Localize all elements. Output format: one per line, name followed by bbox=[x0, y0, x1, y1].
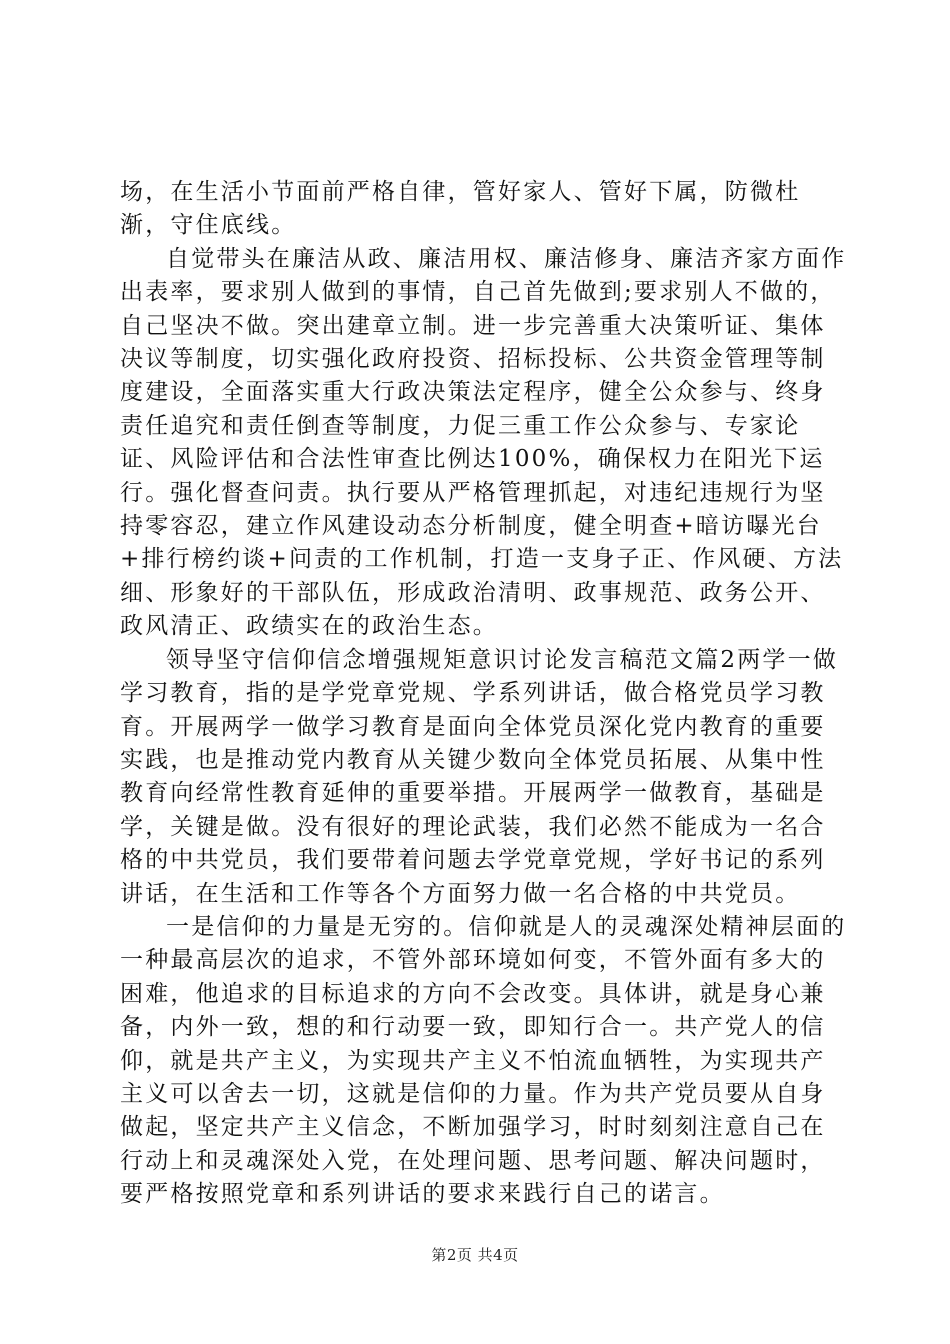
document-body bbox=[120, 176, 848, 1212]
paragraph-continuation: 场，在生活小节面前严格自律，管好家人、管好下属，防微杜渐，守住底线。 bbox=[120, 179, 801, 239]
paragraph: 领导坚守信仰信念增强规矩意识讨论发言稿范文篇2两学一做学习教育，指的是学党章党规、学系列讲话，做合格党员学习教育。开展两学一做学习教育是面向全体党员深化党内教育的重要实践，也是推动党内教育从关键少数向全体党员拓展、从集中性教育向经常性教育延伸的重要举措。开展两学一做教育，基础是学，关键是做。没有很好的理论武装，我们必然不能成为一名合格的中共党员，我们要带着问题去学党章党规，学好书记的系列讲话，在生活和工作等各个方面努力做一名合格的中共党员。 bbox=[120, 646, 839, 907]
page-number-footer: 第2页 共4页 bbox=[431, 1246, 519, 1264]
paragraph: 自觉带头在廉洁从政、廉洁用权、廉洁修身、廉洁齐家方面作出表率，要求别人做到的事情，自己首先做到;要求别人不做的，自己坚决不做。突出建章立制。进一步完善重大决策听证、集体决议等制度，切实强化政府投资、招标投标、公共资金管理等制度建设，全面落实重大行政决策法定程序，健全公众参与、终身责任追究和责任倒查等制度，力促三重工作公众参与、专家论证、风险评估和合法性审查比例达100%，确保权力在阳光下运行。强化督查问责。执行要从严格管理抓起，对违纪违规行为坚持零容忍，建立作风建设动态分析制度，健全明查+暗访曝光台+排行榜约谈+问责的工作机制，打造一支身子正、作风硬、方法细、形象好的干部队伍，形成政治清明、政事规范、政务公开、政风清正、政绩实在的政治生态。 bbox=[120, 245, 847, 640]
paragraph: 一是信仰的力量是无穷的。信仰就是人的灵魂深处精神层面的一种最高层次的追求，不管外部环境如何变，不管外面有多大的困难，他追求的目标追求的方向不会改变。具体讲，就是身心兼备，内外一致，想的和行动要一致，即知行合一。共产党人的信仰，就是共产主义，为实现共产主义不怕流血牺牲，为实现共产主义可以舍去一切，这就是信仰的力量。作为共产党员要从自身做起，坚定共产主义信念，不断加强学习，时时刻刻注意自己在行动上和灵魂深处入党，在处理问题、思考问题、解决问题时，要严格按照党章和系列讲话的要求来践行自己的诺言。 bbox=[120, 913, 847, 1208]
